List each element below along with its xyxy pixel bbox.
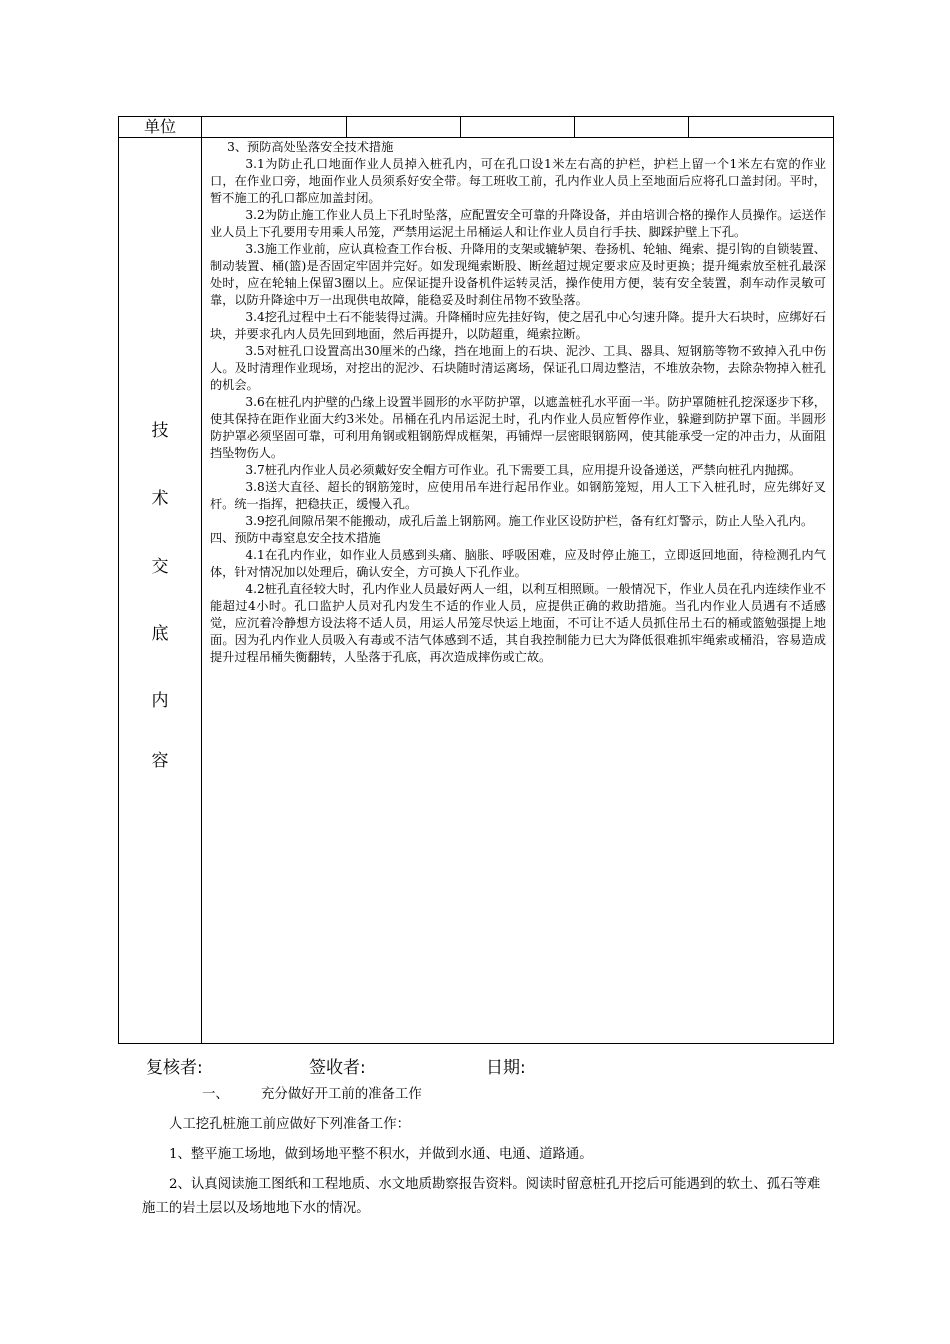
- content-paragraph: 3.7桩孔内作业人员必须戴好安全帽方可作业。孔下需要工具，应用提升设备递送，严禁向桩孔内抛掷。: [245, 463, 802, 477]
- side-label-char: 交: [151, 557, 169, 577]
- content-paragraph: 4.1在孔内作业，如作业人员感到头痛、脑胀、呼吸困难，应及时停止施工，立即返回地面，待检测孔内气体，针对情况加以处理后，确认安全，方可换人下孔作业。: [210, 548, 826, 579]
- section-heading: 四、预防中毒窒息安全技术措施: [210, 531, 381, 545]
- table-label-divider: [201, 116, 202, 1044]
- side-label-char: 技: [151, 421, 169, 441]
- unit-label: 单位: [143, 117, 176, 136]
- table-left-border: [118, 116, 119, 1044]
- disclosure-content: [210, 139, 826, 666]
- content-paragraph: 3.1为防止孔口地面作业人员掉入桩孔内，可在孔口设1米左右高的护栏，护栏上留一个1米左右宽的作业口，在作业口旁，地面作业人员须系好安全带。每工班收工前，孔内作业人员上至地面后应将孔口盖封闭。平时，暂不施工的孔口都应加盖封闭。: [210, 157, 826, 205]
- content-paragraph: 3.2为防止施工作业人员上下孔时坠落，应配置安全可靠的升降设备，并由培训合格的操作人员操作。运送作业人员上下孔要用专用乘人吊笼，严禁用运泥土吊桶运人和让作业人员自行手扶、脚踩护壁上下孔。: [210, 208, 826, 239]
- content-paragraph: 3.9挖孔间隙吊架不能搬动，成孔后盖上钢筋网。施工作业区设防护栏，备有红灯警示，防止人坠入孔内。: [245, 514, 814, 528]
- intro-paragraph: 人工挖孔桩施工前应做好下列准备工作：: [169, 1117, 411, 1132]
- unit-cell[interactable]: [461, 117, 574, 137]
- list-item: 1、整平施工场地，做到场地平整不积水，并做到水通、电通、道路通。: [169, 1147, 593, 1162]
- section-title-line: [142, 1083, 832, 1107]
- preparation-section: [142, 1083, 832, 1221]
- unit-cell[interactable]: [689, 117, 833, 137]
- list-item: 2、认真阅读施工图纸和工程地质、水文地质勘察报告资料。阅读时留意桩孔开挖后可能遇到的软土、孤石等难施工的岩土层以及场地地下水的情况。: [142, 1177, 821, 1216]
- unit-cell[interactable]: [347, 117, 460, 137]
- content-paragraph: 3.3施工作业前，应认真检查工作台板、升降用的支架或辘轳架、卷扬机、轮轴、绳索、提引钩的自锁装置、制动装置、桶(篮)是否固定牢固并完好。如发现绳索断股、断丝超过规定要求应及时更换；提升绳索放至桩孔最深处时，应在轮轴上保留3圈以上。应保证提升设备机件运转灵活，操作使用方便，装有安全装置，刹车动作灵敏可靠，以防升降途中万一出现供电故障，能稳妥及时刹住吊物不致坠落。: [210, 242, 826, 307]
- content-paragraph: 3.4挖孔过程中土石不能装得过满。升降桶时应先挂好钩，使之居孔中心匀速升降。提升大石块时，应绑好石块，并要求孔内人员先回到地面，然后再提升，以防超重，绳索拉断。: [210, 310, 826, 341]
- content-paragraph: 3.8送大直径、超长的钢筋笼时，应使用吊车进行起吊作业。如钢筋笼短，用人工下入桩孔时，应先绑好叉杆。统一指挥，把稳扶正，缓慢入孔。: [210, 480, 826, 511]
- section-number: 一、: [202, 1087, 229, 1102]
- unit-cell[interactable]: [202, 117, 346, 137]
- content-paragraph: 3.5对桩孔口设置高出30厘米的凸缘，挡在地面上的石块、泥沙、工具、器具、短钢筋等物不致掉入孔中伤人。及时清理作业现场，对挖出的泥沙、石块随时清运离场，保证孔口周边整洁，不堆放杂物，去除杂物掉入桩孔的机会。: [210, 344, 826, 392]
- side-label-char: 术: [151, 489, 169, 509]
- receiver-label: 签收者:: [309, 1058, 366, 1078]
- side-label-char: 内: [151, 691, 169, 711]
- section-heading: 3、预防高处坠落安全技术措施: [227, 140, 394, 154]
- side-label-char: 底: [151, 624, 169, 644]
- content-paragraph: 4.2桩孔直径较大时，孔内作业人员最好两人一组，以利互相照顾。一般情况下，作业人员在孔内连续作业不能超过4小时。孔口监护人员对孔内发生不适的作业人员，应提供正确的救助措施。当孔内作业人员遇有不适感觉，应沉着冷静想方设法将不适人员，用运人吊笼尽快运上地面，不可让不适人员抓住吊土石的桶或篮勉强提上地面。因为孔内作业人员吸入有毒或不洁气体感到不适，其自我控制能力已大为降低很难抓牢绳索或桶沿，容易造成提升过程吊桶失衡翻转，人坠落于孔底，再次造成摔伤或亡故。: [210, 582, 826, 664]
- reviewer-label: 复核者:: [146, 1058, 203, 1078]
- side-label-char: 容: [151, 751, 169, 771]
- table-row-divider: [118, 137, 834, 138]
- unit-cell[interactable]: [575, 117, 688, 137]
- date-label: 日期:: [486, 1058, 526, 1078]
- table-right-border: [833, 116, 834, 1044]
- section-title: 充分做好开工前的准备工作: [261, 1087, 422, 1102]
- table-bottom-border: [118, 1043, 834, 1044]
- content-paragraph: 3.6在桩孔内护壁的凸缘上设置半圆形的水平防护罩，以遮盖桩孔水平面一半。防护罩随桩孔挖深逐步下移，使其保持在距作业面大约3米处。吊桶在孔内吊运泥土时，孔内作业人员应暂停作业，躲避到防护罩下面。半圆形防护罩必须坚固可靠，可利用角钢或粗钢筋焊成框架，再铺焊一层密眼钢筋网，使其能承受一定的冲击力，从面阻挡坠物伤人。: [210, 395, 826, 460]
